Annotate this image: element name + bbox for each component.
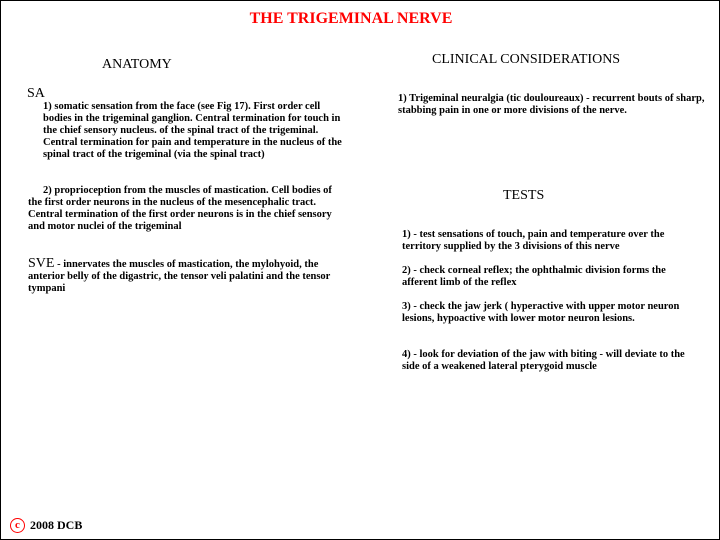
sa-item-2: 2) proprioception from the muscles of mastication. Cell bodies of the first order neurons in the nucleus of the mesencephalic tract. Central termination of the first order neurons is in the chief sensory and motor nuclei of the trigeminal (28, 185, 332, 232)
slide-title: THE TRIGEMINAL NERVE (249, 10, 453, 27)
copyright-text: 2008 DCB (30, 518, 83, 532)
test-item-2: 2) - check corneal reflex; the ophthalmic division forms the afferent limb of the reflex (402, 265, 666, 288)
sa-label: SA (27, 86, 45, 101)
copyright-footer (10, 518, 82, 533)
test-item-3: 3) - check the jaw jerk ( hyperactive with upper motor neuron lesions, hypoactive with lower motor neuron lesions. (402, 301, 680, 324)
sa-item-1-text: 1) somatic sensation from the face (see Fig 17). First order cell bodies in the trigeminal ganglion. Central termination for touch in the chief sensory nucleus. of the spinal tract of the trigeminal. Central termination for pain and temperature in the nucleus of the spinal tract of the trigeminal (via the spinal tract) (43, 101, 342, 160)
sve-text: - innervates the muscles of mastication, the mylohyoid, the anterior belly of the digastric, the tensor veli palatini and the tensor tympani (28, 259, 331, 294)
copyright-icon: c (10, 518, 25, 533)
test-item-4: 4) - look for deviation of the jaw with biting - will deviate to the side of a weakened lateral pterygoid muscle (402, 349, 685, 372)
anatomy-heading: ANATOMY (102, 57, 172, 72)
sve-label: SVE (28, 256, 55, 271)
clinical-heading: CLINICAL CONSIDERATIONS (432, 52, 621, 67)
sve-paragraph (28, 258, 346, 295)
sa-item-1 (28, 101, 343, 161)
test-item-1: 1) - test sensations of touch, pain and temperature over the territory supplied by the 3 divisions of this nerve (402, 229, 665, 252)
tests-heading: TESTS (503, 188, 545, 203)
clinical-item-1: 1) Trigeminal neuralgia (tic douloureaux) - recurrent bouts of sharp, stabbing pain in one or more divisions of the nerve. (398, 93, 705, 116)
